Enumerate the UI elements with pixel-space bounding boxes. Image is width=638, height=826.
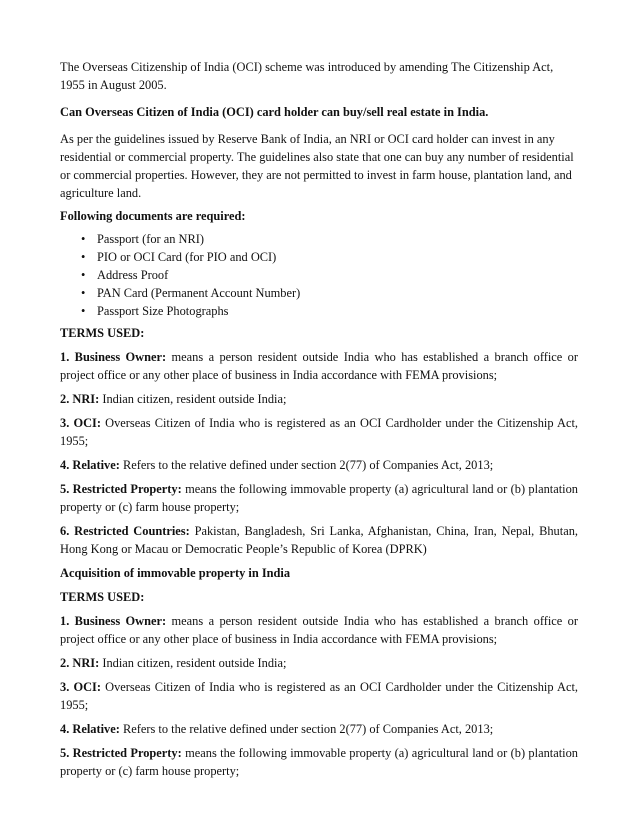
- term-label: 1. Business Owner:: [60, 350, 167, 364]
- term-text: Indian citizen, resident outside India;: [99, 656, 287, 670]
- term-text: means the following immovable property (a) agricultural land or (b) plantation property or (c) farm house property;: [60, 482, 578, 514]
- term-label: 2. NRI:: [60, 392, 100, 406]
- term-item: [60, 390, 578, 408]
- term-label: 1. Business Owner:: [60, 614, 167, 628]
- term-text: Overseas Citizen of India who is registered as an OCI Cardholder under the Citizenship Act, 1955;: [60, 680, 578, 712]
- term-item: [60, 456, 578, 474]
- term-item: [60, 480, 578, 516]
- document-page: [60, 58, 578, 786]
- term-item: [60, 720, 578, 738]
- question-heading: Can Overseas Citizen of India (OCI) card holder can buy/sell real estate in India.: [60, 105, 489, 119]
- list-item: • Passport (for an NRI): [97, 230, 578, 248]
- term-item: [60, 654, 578, 672]
- list-item: • PAN Card (Permanent Account Number): [97, 284, 578, 302]
- term-text: Pakistan, Bangladesh, Sri Lanka, Afghanistan, China, Iran, Nepal, Bhutan, Hong Kong or Macau or Democratic People’s Republic of Korea (DPRK): [60, 524, 578, 556]
- term-label: 6. Restricted Countries:: [60, 524, 190, 538]
- documents-list: [60, 230, 578, 320]
- term-text: means the following immovable property (a) agricultural land or (b) plantation property or (c) farm house property;: [60, 746, 578, 778]
- term-text: Overseas Citizen of India who is registered as an OCI Cardholder under the Citizenship Act, 1955;: [60, 416, 578, 448]
- list-item: • Passport Size Photographs: [97, 302, 578, 320]
- term-label: 5. Restricted Property:: [60, 482, 182, 496]
- term-text: means a person resident outside India who has established a branch office or project office or any other place of business in India accordance with FEMA provisions;: [60, 350, 578, 382]
- term-label: 5. Restricted Property:: [60, 746, 182, 760]
- term-label: 3. OCI:: [60, 680, 101, 694]
- term-item: [60, 678, 578, 714]
- terms-heading: TERMS USED:: [60, 326, 145, 340]
- list-item: • PIO or OCI Card (for PIO and OCI): [97, 248, 578, 266]
- term-label: 3. OCI:: [60, 416, 101, 430]
- term-item: [60, 522, 578, 558]
- intro-paragraph: The Overseas Citizenship of India (OCI) scheme was introduced by amending The Citizenship Act, 1955 in August 2005.: [60, 60, 554, 92]
- acquisition-heading: Acquisition of immovable property in India: [60, 566, 291, 580]
- documents-heading: Following documents are required:: [60, 209, 246, 223]
- term-label: 4. Relative:: [60, 458, 120, 472]
- term-text: Refers to the relative defined under section 2(77) of Companies Act, 2013;: [119, 722, 494, 736]
- term-item: [60, 348, 578, 384]
- term-label: 2. NRI:: [60, 656, 100, 670]
- list-item: • Address Proof: [97, 266, 578, 284]
- term-item: [60, 414, 578, 450]
- term-text: Refers to the relative defined under section 2(77) of Companies Act, 2013;: [119, 458, 494, 472]
- term-label: 4. Relative:: [60, 722, 120, 736]
- term-item: [60, 744, 578, 780]
- guidelines-paragraph: As per the guidelines issued by Reserve Bank of India, an NRI or OCI card holder can invest in any residential or commercial property. The guidelines also state that one can buy any number of residential or commercial properties. However, they are not permitted to invest in farm house, plantation land, and agriculture land.: [60, 132, 574, 200]
- terms-heading-2: TERMS USED:: [60, 590, 145, 604]
- term-text: Indian citizen, resident outside India;: [99, 392, 287, 406]
- term-text: means a person resident outside India who has established a branch office or project office or any other place of business in India accordance with FEMA provisions;: [60, 614, 578, 646]
- term-item: [60, 612, 578, 648]
